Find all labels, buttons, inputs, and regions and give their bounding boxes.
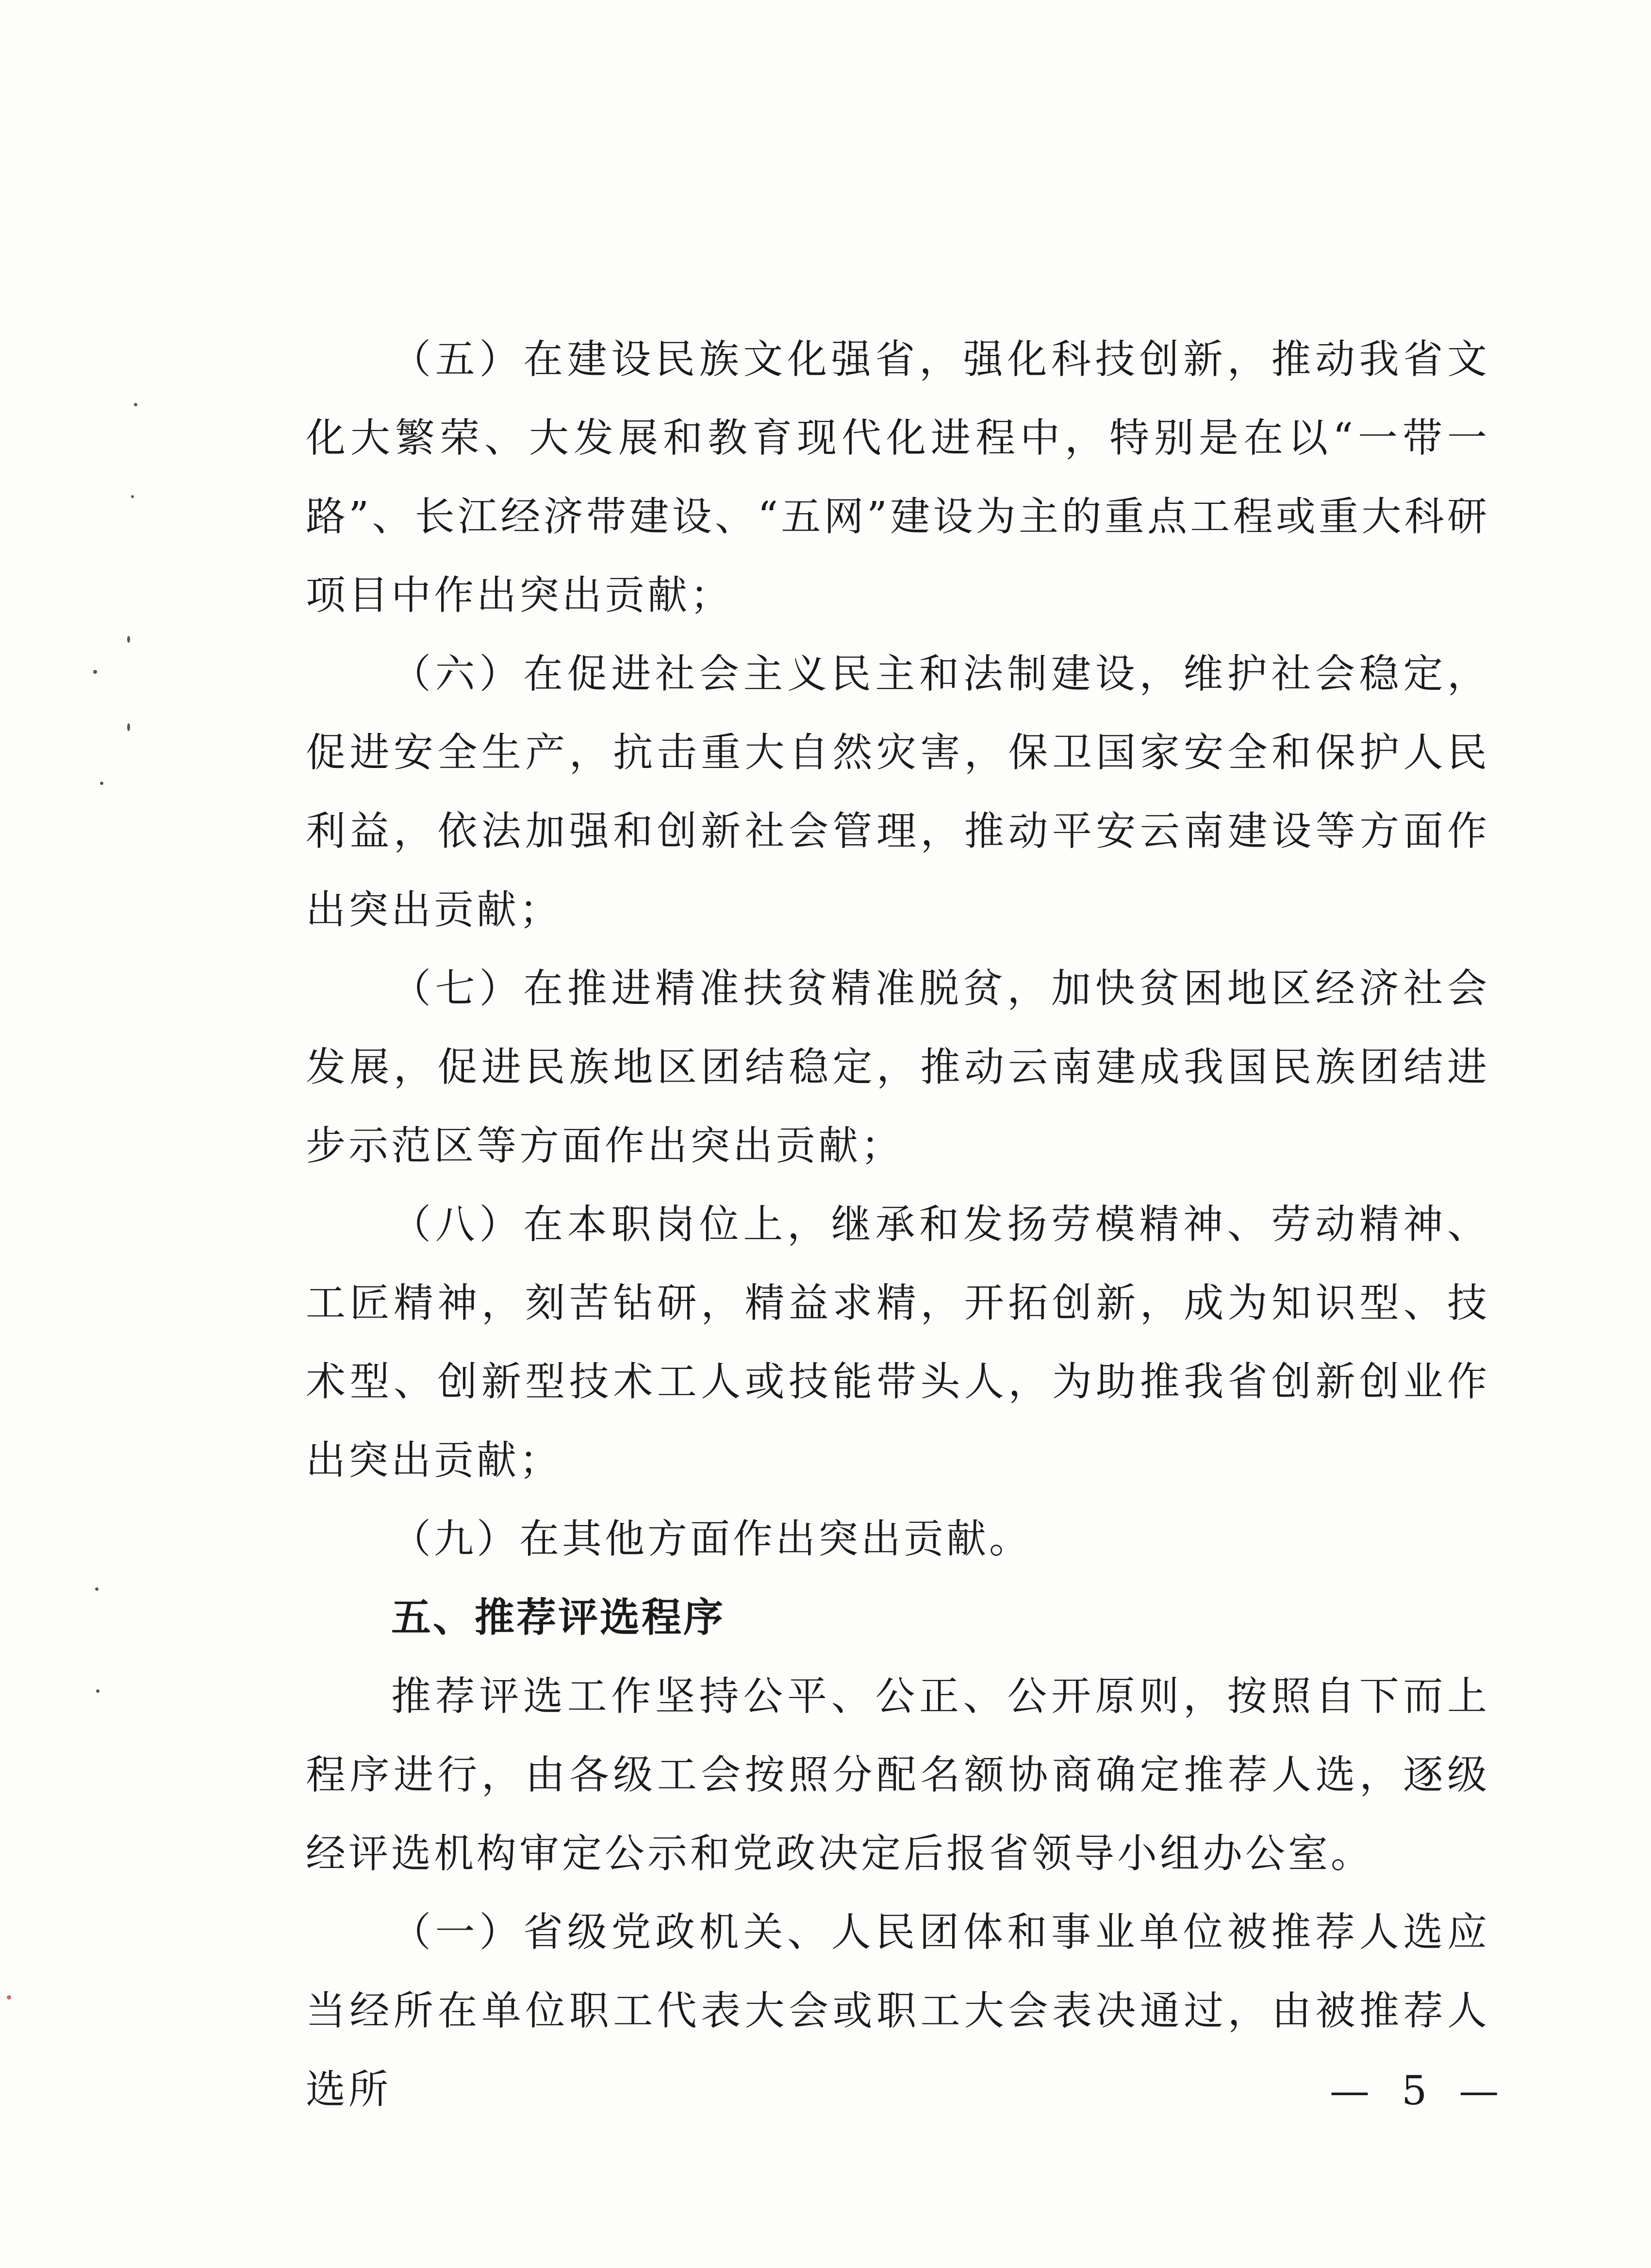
scan-speck [131, 495, 134, 498]
paragraph-eight: （八）在本职岗位上，继承和发扬劳模精神、劳动精神、工匠精神，刻苦钻研，精益求精，开拓创新，成为知识型、技术型、创新型技术工人或技能带头人，为助推我省创新创业作出突出贡献； [306, 1201, 1490, 1484]
scan-speck [93, 670, 97, 674]
scan-speck [134, 403, 137, 406]
section-paragraph-one: （一）省级党政机关、人民团体和事业单位被推荐人选应当经所在单位职工代表大会或职工大会表决通过，由被推荐人选所 [306, 1909, 1490, 2113]
scan-speck [127, 723, 130, 731]
page-number: — 5 — [1330, 2068, 1509, 2114]
scan-speck [95, 1587, 99, 1591]
scan-speck [127, 636, 130, 643]
scan-speck [7, 1995, 11, 2000]
paragraph-five: （五）在建设民族文化强省，强化科技创新，推动我省文化大繁荣、大发展和教育现代化进程中，特别是在以“一带一路”、长江经济带建设、“五网”建设为主的重点工程或重大科研项目中作出突出贡献； [306, 336, 1490, 618]
paragraph-six: （六）在促进社会主义民主和法制建设，维护社会稳定，促进安全生产，抗击重大自然灾害，保卫国家安全和保护人民利益，依法加强和创新社会管理，推动平安云南建设等方面作出突出贡献； [306, 651, 1490, 933]
section-paragraph-intro: 推荐评选工作坚持公平、公正、公开原则，按照自下而上程序进行，由各级工会按照分配名额协商确定推荐人选，逐级经评选机构审定公示和党政决定后报省领导小组办公室。 [306, 1673, 1490, 1877]
scan-speck [100, 782, 103, 785]
scan-speck [96, 1689, 99, 1693]
paragraph-nine: （九）在其他方面作出突出贡献。 [391, 1516, 1032, 1562]
paragraph-seven: （七）在推进精准扶贫精准脱贫，加快贫困地区经济社会发展，促进民族地区团结稳定，推动云南建成我国民族团结进步示范区等方面作出突出贡献； [306, 966, 1490, 1169]
section-heading: 五、推荐评选程序 [391, 1595, 726, 1641]
